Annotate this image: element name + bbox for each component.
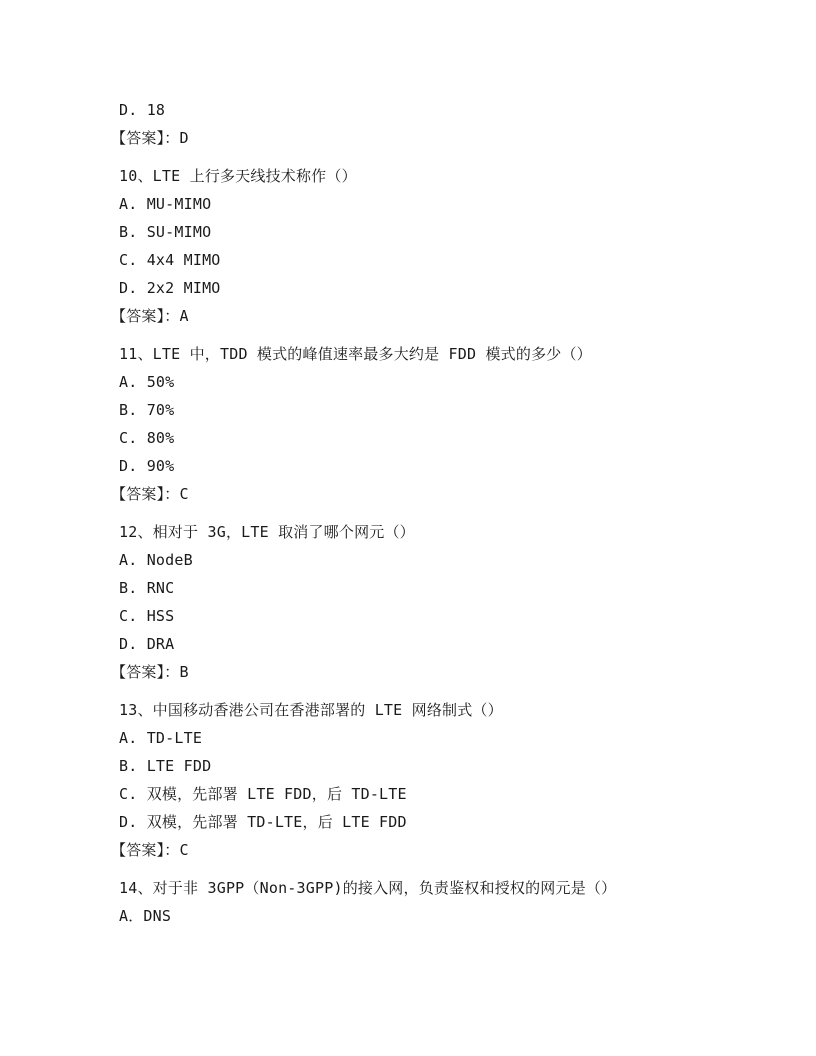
option-d: D. DRA bbox=[119, 635, 175, 653]
option-a: A. NodeB bbox=[119, 551, 193, 569]
question-text: 12、相对于 3G，LTE 取消了哪个网元（） bbox=[119, 523, 415, 541]
question-text: 10、LTE 上行多天线技术称作（） bbox=[119, 167, 357, 185]
answer-line: 【答案】：C bbox=[111, 841, 189, 859]
question-14 bbox=[119, 874, 719, 930]
question-9-tail bbox=[111, 96, 719, 152]
question-text: 14、对于非 3GPP（Non-3GPP)的接入网，负责鉴权和授权的网元是（） bbox=[119, 879, 617, 897]
option-a: A. TD-LTE bbox=[119, 729, 203, 747]
question-12 bbox=[111, 518, 719, 686]
option-b: B. 70% bbox=[119, 401, 175, 419]
question-text: 11、LTE 中，TDD 模式的峰值速率最多大约是 FDD 模式的多少（） bbox=[119, 345, 592, 363]
answer-line: 【答案】：C bbox=[111, 485, 189, 503]
option-d: D. 2x2 MIMO bbox=[119, 279, 221, 297]
option-a: A．DNS bbox=[119, 907, 172, 925]
option-b: B. RNC bbox=[119, 579, 175, 597]
option-d: D. 90% bbox=[119, 457, 175, 475]
answer-line: 【答案】：D bbox=[111, 129, 189, 147]
question-13 bbox=[111, 696, 719, 864]
answer-line: 【答案】：A bbox=[111, 307, 189, 325]
question-11 bbox=[111, 340, 719, 508]
option-b: B. SU-MIMO bbox=[119, 223, 212, 241]
question-text: 13、中国移动香港公司在香港部署的 LTE 网络制式（） bbox=[119, 701, 503, 719]
option-c: C. 80% bbox=[119, 429, 175, 447]
question-10 bbox=[111, 162, 719, 330]
option-c: C. 4x4 MIMO bbox=[119, 251, 221, 269]
document-page bbox=[111, 96, 719, 930]
option-a: A. MU-MIMO bbox=[119, 195, 212, 213]
option-c: C. 双模，先部署 LTE FDD，后 TD-LTE bbox=[119, 785, 407, 803]
option-d: D. 双模，先部署 TD-LTE，后 LTE FDD bbox=[119, 813, 407, 831]
option-c: C. HSS bbox=[119, 607, 175, 625]
option-d: D. 18 bbox=[119, 101, 166, 119]
option-a: A. 50% bbox=[119, 373, 175, 391]
option-b: B. LTE FDD bbox=[119, 757, 212, 775]
answer-line: 【答案】：B bbox=[111, 663, 189, 681]
